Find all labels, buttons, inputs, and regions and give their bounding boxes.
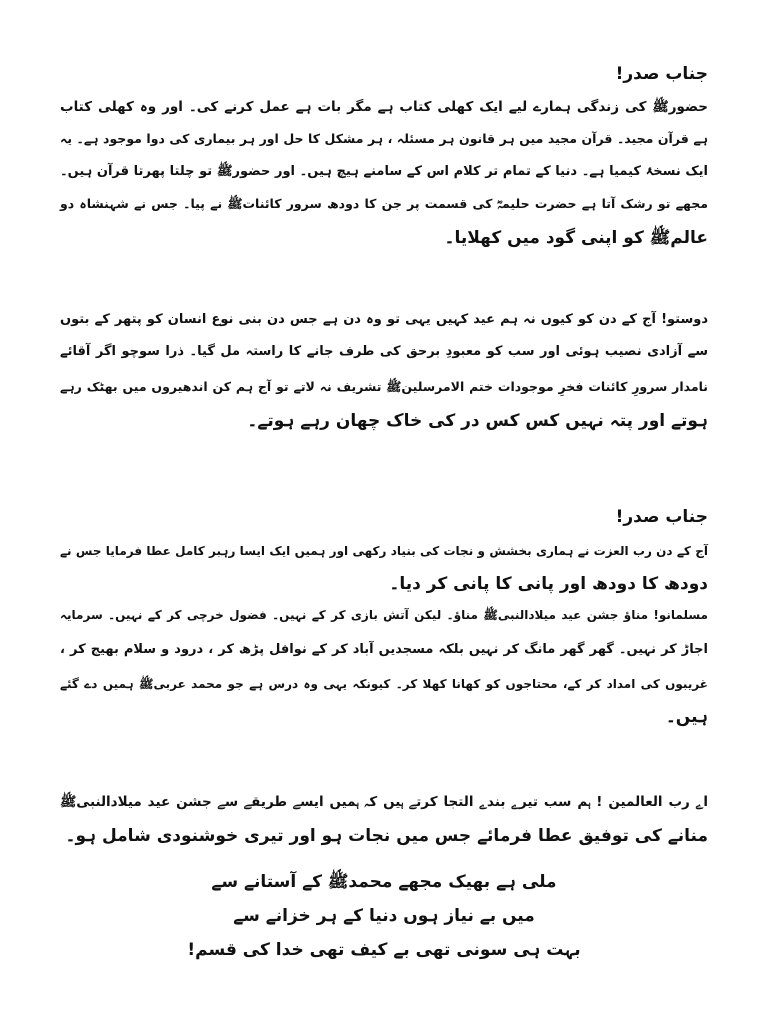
paragraph-line: منانے کی توفیق عطا فرمائے جس میں نجات ہو اور تیری خوشنودی شامل ہو۔ xyxy=(65,826,708,846)
verse-line: بہت ہی سونی تھی بے کیف تھی خدا کی قسم! xyxy=(187,940,581,960)
verse-line: میں بے نیاز ہوں دنیا کے ہر خزانے سے xyxy=(233,906,535,926)
paragraph-line: حضورﷺ کی زندگی ہمارے لیے ایک کھلی کتاب ہے مگر بات ہے عمل کرنے کی۔ اور وہ کھلی کتاب xyxy=(60,99,708,115)
paragraph-line: غریبوں کی امداد کر کے، محتاجوں کو کھانا کھلا کر۔ کیونکہ یہی وہ درس ہے جو محمد عربیﷺ ہمیں دے گئے xyxy=(60,677,708,691)
paragraph-line: ہے قرآن مجید۔ قرآن مجید میں ہر قانون ہر مسئلہ ، ہر مشکل کا حل اور ہر بیماری کی دوا موجود ہے۔ یہ xyxy=(60,131,708,146)
paragraph-line: دوستو! آج کے دن کو کیوں نہ ہم عید کہیں یہی تو وہ دن ہے جس دن بنی نوع انسان کو پتھر کے بتوں xyxy=(60,312,708,327)
paragraph-line: نامدار سرورِ کائنات فخرِ موجودات ختم الامرسلینﷺ تشریف نہ لاتے تو آج ہم کن اندھیروں میں بھٹک رہے xyxy=(60,379,708,394)
salutation: جناب صدر! xyxy=(615,507,708,527)
paragraph-line: آج کے دن رب العزت نے ہماری بخشش و نجات کی بنیاد رکھی اور ہمیں ایک ایسا رہبر کامل عطا فرمایا جس نے xyxy=(60,544,708,558)
paragraph-line: دودھ کا دودھ اور پانی کا پانی کر دیا۔ xyxy=(389,574,708,594)
paragraph-line: ہوتے اور پتہ نہیں کس کس در کی خاک چھان رہے ہوتے۔ xyxy=(247,411,708,431)
verse-line: ملی ہے بھیک مجھے محمدﷺ کے آستانے سے xyxy=(211,872,557,892)
paragraph-line: ایک نسخۂ کیمیا ہے۔ دنیا کے تمام تر کلام اس کے سامنے ہیچ ہیں۔ اور حضورﷺ تو چلتا پھرتا قرآن ہیں۔ xyxy=(60,164,708,179)
paragraph-line: مجھے تو رشک آتا ہے حضرت حلیمہؓ کی قسمت پر جن کا دودھ سرور کائناتﷺ نے پیا۔ جس نے شہنشاہ دو xyxy=(60,196,708,211)
paragraph-line: عالمﷺ کو اپنی گود میں کھلایا۔ xyxy=(444,228,708,248)
salutation: جناب صدر! xyxy=(615,64,708,84)
paragraph-line: اے رب العالمین ! ہم سب تیرے بندے التجا کرتے ہیں کہ ہمیں ایسے طریقے سے جشن عید میلادالنبیﷺ xyxy=(60,794,708,810)
paragraph-line: مسلمانو! مناؤ جشن عید میلادالنبیﷺ مناؤ۔ لیکن آتش بازی کر کے نہیں۔ فضول خرچی کر کے نہیں۔ سرمایہ xyxy=(60,608,708,622)
paragraph-line: ہیں۔ xyxy=(665,707,708,727)
paragraph-line: اجاڑ کر نہیں۔ گھر گھر مانگ کر نہیں بلکہ مسجدیں آباد کر کے نوافل پڑھ کر ، درود و سلام بھیج کر ، xyxy=(60,642,708,657)
paragraph-line: سے آزادی نصیب ہوئی اور سب کو معبودِ برحق کی طرف جانے کا راستہ مل گیا۔ ذرا سوچو اگر آقائے xyxy=(60,344,708,359)
